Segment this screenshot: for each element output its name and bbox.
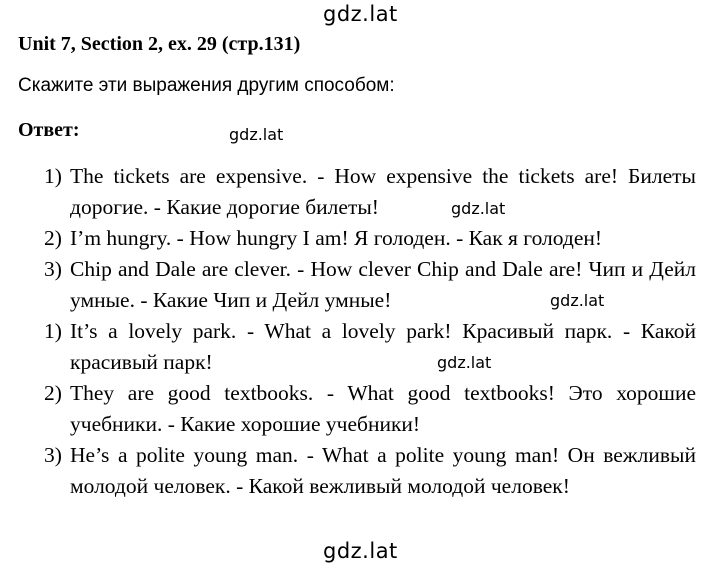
list-item [44, 161, 696, 223]
watermark-inline: gdz.lat [437, 353, 492, 372]
watermark-inline: gdz.lat [451, 199, 506, 218]
item-text: They are good textbooks. - What good textbooks! Это хорошие учебники. - Какие хорошие учебники! [70, 381, 696, 436]
exercise-instruction: Скажите эти выражения другим способом: [18, 75, 395, 96]
list-item [44, 440, 696, 502]
item-text: It’s a lovely park. - What a lovely park! Красивый парк. - Какой красивый парк! [70, 319, 696, 374]
item-number: 2) [44, 226, 62, 250]
watermark-inline: gdz.lat [550, 291, 605, 310]
list-item [44, 378, 696, 440]
item-number: 1) [44, 164, 62, 188]
watermark-answer: gdz.lat [229, 125, 284, 144]
item-number: 3) [44, 257, 62, 281]
item-text: He’s a polite young man. - What a polite young man! Он вежливый молодой человек. - Какой вежливый молодой человек! [70, 443, 696, 498]
answer-label: Ответ: [18, 119, 80, 141]
list-item [44, 223, 696, 254]
answer-list [44, 161, 696, 502]
item-text: The tickets are expensive. - How expensive the tickets are! Билеты дорогие. - Какие дорогие билеты! [70, 164, 696, 219]
page-title: Unit 7, Section 2, ex. 29 (стр.131) [18, 33, 301, 55]
watermark-bottom: gdz.lat [323, 539, 398, 563]
item-number: 1) [44, 319, 62, 343]
item-number: 2) [44, 381, 62, 405]
item-number: 3) [44, 443, 62, 467]
item-text: Chip and Dale are clever. - How clever Chip and Dale are! Чип и Дейл умные. - Какие Чип и Дейл умные! [70, 257, 696, 312]
item-text: I’m hungry. - How hungry I am! Я голоден. - Как я голоден! [70, 226, 603, 250]
watermark-top: gdz.lat [323, 2, 398, 26]
list-item [44, 316, 696, 378]
